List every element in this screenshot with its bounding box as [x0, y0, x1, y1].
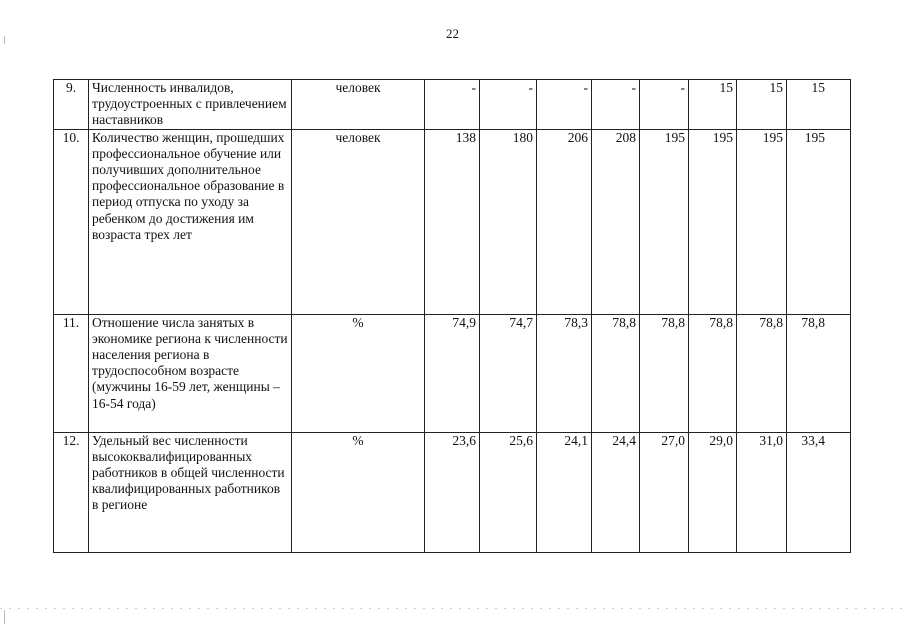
unit-cell: человек	[292, 80, 425, 130]
row-number: 12.	[54, 432, 89, 552]
value-cell: 78,8	[592, 314, 640, 432]
value-cell: 74,7	[480, 314, 537, 432]
value-cell: 31,0	[737, 432, 787, 552]
value-cell: 78,8	[737, 314, 787, 432]
indicator-description: Количество женщин, прошедших профессиональное обучение или получивших дополнительное профессиональное образование в период отпуска по уходу за ребенком до достижения им возраста трех лет	[89, 129, 292, 314]
value-cell: 78,8	[640, 314, 689, 432]
page-number: 22	[446, 26, 459, 41]
table-row	[54, 129, 851, 314]
value-cell: 23,6	[425, 432, 480, 552]
scan-artifact-mark	[4, 610, 5, 624]
value-cell: -	[592, 80, 640, 130]
value-cell: 206	[537, 129, 592, 314]
scan-artifact-line	[0, 608, 905, 609]
value-cell: 195	[737, 129, 787, 314]
value-cell: 33,4	[787, 432, 851, 552]
row-number: 9.	[54, 80, 89, 130]
value-cell: 15	[689, 80, 737, 130]
value-cell: -	[537, 80, 592, 130]
value-cell: 78,8	[787, 314, 851, 432]
value-cell: 180	[480, 129, 537, 314]
value-cell: 208	[592, 129, 640, 314]
unit-cell: %	[292, 314, 425, 432]
value-cell: 24,4	[592, 432, 640, 552]
value-cell: -	[480, 80, 537, 130]
unit-cell: %	[292, 432, 425, 552]
value-cell: 138	[425, 129, 480, 314]
value-cell: 195	[640, 129, 689, 314]
value-cell: 29,0	[689, 432, 737, 552]
row-number: 10.	[54, 129, 89, 314]
value-cell: 25,6	[480, 432, 537, 552]
table-row	[54, 432, 851, 552]
value-cell: 78,3	[537, 314, 592, 432]
indicators-table	[53, 79, 851, 553]
row-number: 11.	[54, 314, 89, 432]
indicator-description: Отношение числа занятых в экономике региона к численности населения региона в трудоспособном возрасте (мужчины 16-59 лет, женщины – 16-54 года)	[89, 314, 292, 432]
indicator-description: Удельный вес численности высококвалифицированных работников в общей численности квалифицированных работников в регионе	[89, 432, 292, 552]
value-cell: 195	[787, 129, 851, 314]
value-cell: -	[640, 80, 689, 130]
value-cell: 27,0	[640, 432, 689, 552]
value-cell: 15	[787, 80, 851, 130]
value-cell: 195	[689, 129, 737, 314]
value-cell: 15	[737, 80, 787, 130]
scan-artifact-mark	[4, 36, 5, 44]
value-cell: 78,8	[689, 314, 737, 432]
value-cell: -	[425, 80, 480, 130]
unit-cell: человек	[292, 129, 425, 314]
value-cell: 74,9	[425, 314, 480, 432]
table-row	[54, 80, 851, 130]
value-cell: 24,1	[537, 432, 592, 552]
table-row	[54, 314, 851, 432]
indicator-description: Численность инвалидов, трудоустроенных с привлечением наставников	[89, 80, 292, 130]
